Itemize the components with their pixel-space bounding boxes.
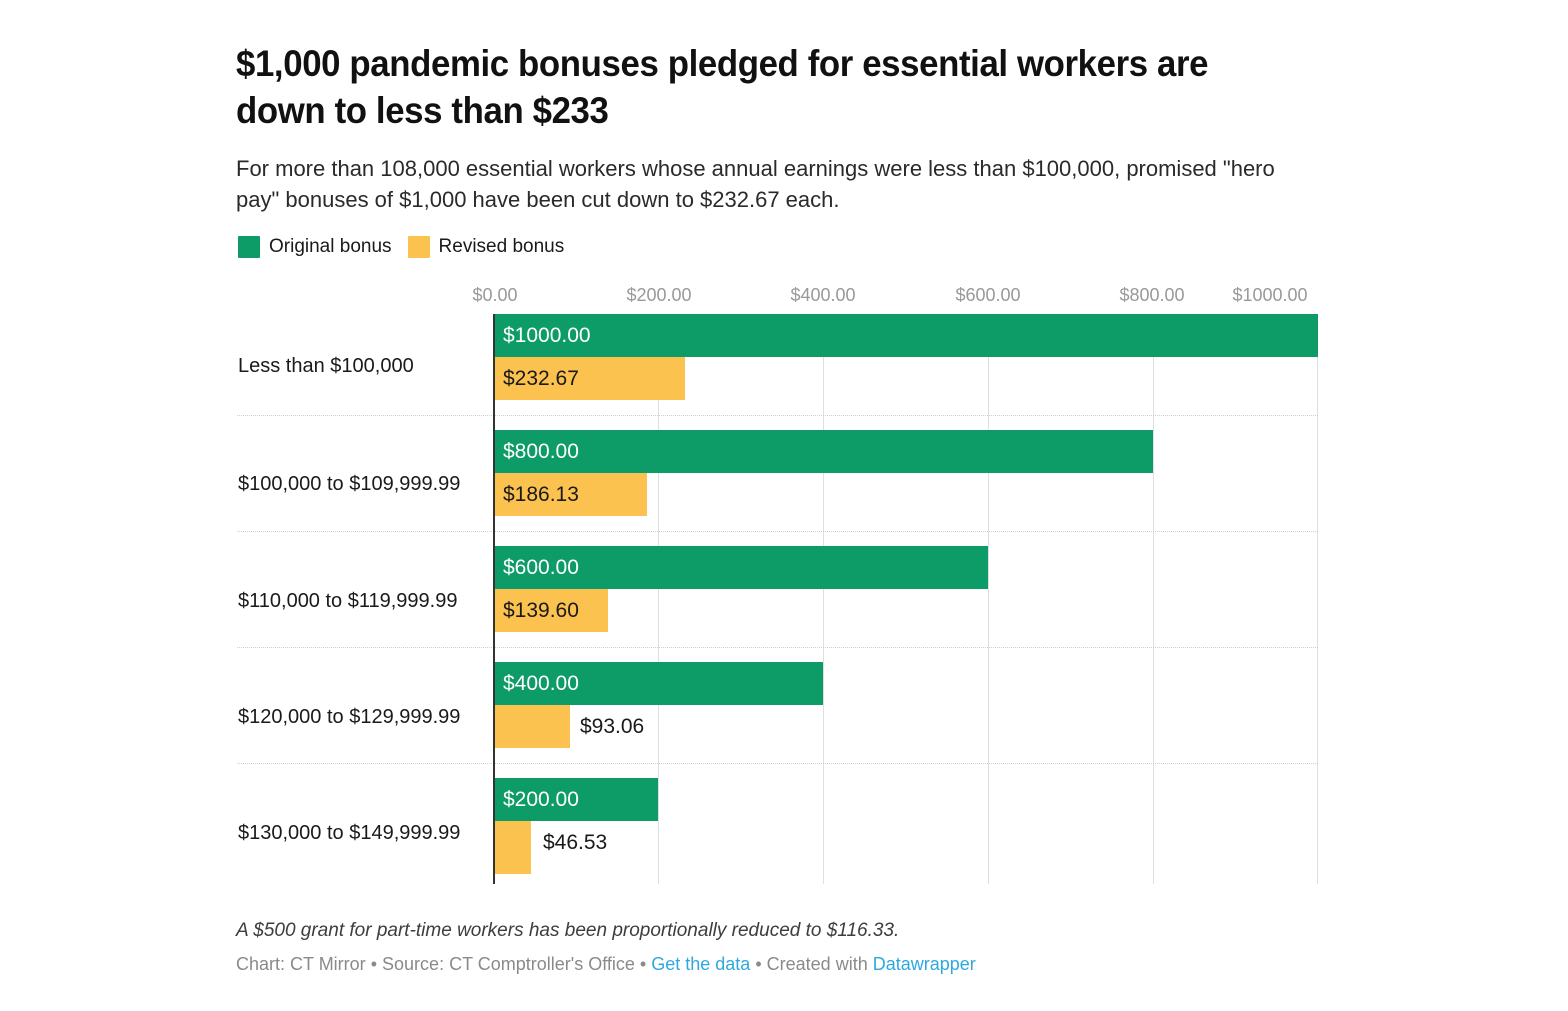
created-with-label: Created with xyxy=(766,954,868,974)
page-title: $1,000 pandemic bonuses pledged for essential workers are down to less than $233 xyxy=(236,43,1209,131)
bar-group-row-0 xyxy=(493,314,1318,400)
row-separator-2 xyxy=(237,531,1318,532)
bar-row-3-original[interactable] xyxy=(493,662,1318,705)
bar-row-4-original[interactable] xyxy=(493,778,1318,821)
x-axis-tick-0: $0.00 xyxy=(472,285,518,305)
credit-chart: Chart: CT Mirror xyxy=(236,954,366,974)
bar-row-4-revised[interactable] xyxy=(493,821,1318,874)
bar-rect-original-1 xyxy=(493,430,1153,473)
bar-rect-original-2 xyxy=(493,546,988,589)
bar-rect-original-0 xyxy=(493,314,1318,357)
bar-row-0-revised[interactable] xyxy=(493,357,1318,400)
bar-group-row-2 xyxy=(493,546,1318,632)
bar-row-3-revised[interactable] xyxy=(493,705,1318,748)
category-label-1: $100,000 to $109,999.99 xyxy=(238,473,461,495)
chart-legend xyxy=(238,236,564,258)
row-separator-4 xyxy=(237,763,1318,764)
bar-row-1-revised[interactable] xyxy=(493,473,1318,516)
x-axis-tick-labels xyxy=(0,285,1568,309)
bar-row-1-original[interactable] xyxy=(493,430,1318,473)
bar-group-row-1 xyxy=(493,430,1318,516)
bar-rect-revised-2 xyxy=(493,589,608,632)
category-label-2: $110,000 to $119,999.99 xyxy=(238,590,458,612)
x-axis-tick-400: $400.00 xyxy=(790,285,856,305)
bar-value-original-3: $400.00 xyxy=(503,671,579,695)
row-separator-3 xyxy=(237,647,1318,648)
category-label-0: Less than $100,000 xyxy=(238,355,414,377)
bar-value-revised-2: $139.60 xyxy=(503,598,579,622)
bar-value-original-4: $200.00 xyxy=(503,787,579,811)
legend-label-original: Original bonus xyxy=(269,236,392,257)
bar-row-0-original[interactable] xyxy=(493,314,1318,357)
legend-item-revised-bonus[interactable] xyxy=(408,236,565,258)
bar-rect-revised-4 xyxy=(493,821,531,874)
bar-row-2-revised[interactable] xyxy=(493,589,1318,632)
legend-item-original-bonus[interactable] xyxy=(238,236,392,258)
bar-value-revised-1: $186.13 xyxy=(503,482,579,506)
bar-row-2-original[interactable] xyxy=(493,546,1318,589)
bar-rect-original-4 xyxy=(493,778,658,821)
credit-separator-2: • xyxy=(639,954,647,974)
bar-value-original-0: $1000.00 xyxy=(503,323,591,347)
bar-value-revised-4: $46.53 xyxy=(543,830,608,854)
bar-value-original-2: $600.00 xyxy=(503,555,579,579)
x-axis-tick-200: $200.00 xyxy=(626,285,692,305)
plot-area xyxy=(493,314,1318,884)
credit-separator-1: • xyxy=(370,954,378,974)
bar-rect-revised-3 xyxy=(493,705,570,748)
bar-value-revised-0: $232.67 xyxy=(503,366,579,390)
bar-value-revised-3: $93.06 xyxy=(580,714,645,738)
chart-subtitle: For more than 108,000 essential workers whose annual earnings were less than $100,000, promised "hero pay" bonuses of $1,000 have been cut down to $232.67 each. xyxy=(236,156,1275,212)
x-axis-tick-800: $800.00 xyxy=(1119,285,1185,305)
axis-baseline xyxy=(493,314,495,884)
category-label-4: $130,000 to $149,999.99 xyxy=(238,822,461,844)
bar-value-original-1: $800.00 xyxy=(503,439,579,463)
footer-note: A $500 grant for part-time workers has been proportionally reduced to $116.33. xyxy=(236,920,900,941)
x-axis-tick-600: $600.00 xyxy=(955,285,1021,305)
legend-label-revised: Revised bonus xyxy=(438,236,565,257)
credit-separator-3: • xyxy=(755,954,762,974)
credit-source: Source: CT Comptroller's Office xyxy=(382,954,635,974)
x-axis-tick-1000: $1000.00 xyxy=(1232,285,1308,305)
get-the-data-link[interactable]: Get the data xyxy=(651,954,751,974)
datawrapper-link[interactable]: Datawrapper xyxy=(872,954,976,974)
legend-swatch-icon-revised xyxy=(408,236,430,258)
bar-rect-revised-1 xyxy=(493,473,647,516)
bar-rect-revised-0 xyxy=(493,357,685,400)
bar-rect-original-3 xyxy=(493,662,823,705)
legend-swatch-icon-original xyxy=(238,236,260,258)
category-label-3: $120,000 to $129,999.99 xyxy=(238,706,461,728)
footer-credit xyxy=(236,954,976,975)
row-separator-1 xyxy=(237,415,1318,416)
bar-group-row-3 xyxy=(493,662,1318,748)
bar-group-row-4 xyxy=(493,778,1318,874)
